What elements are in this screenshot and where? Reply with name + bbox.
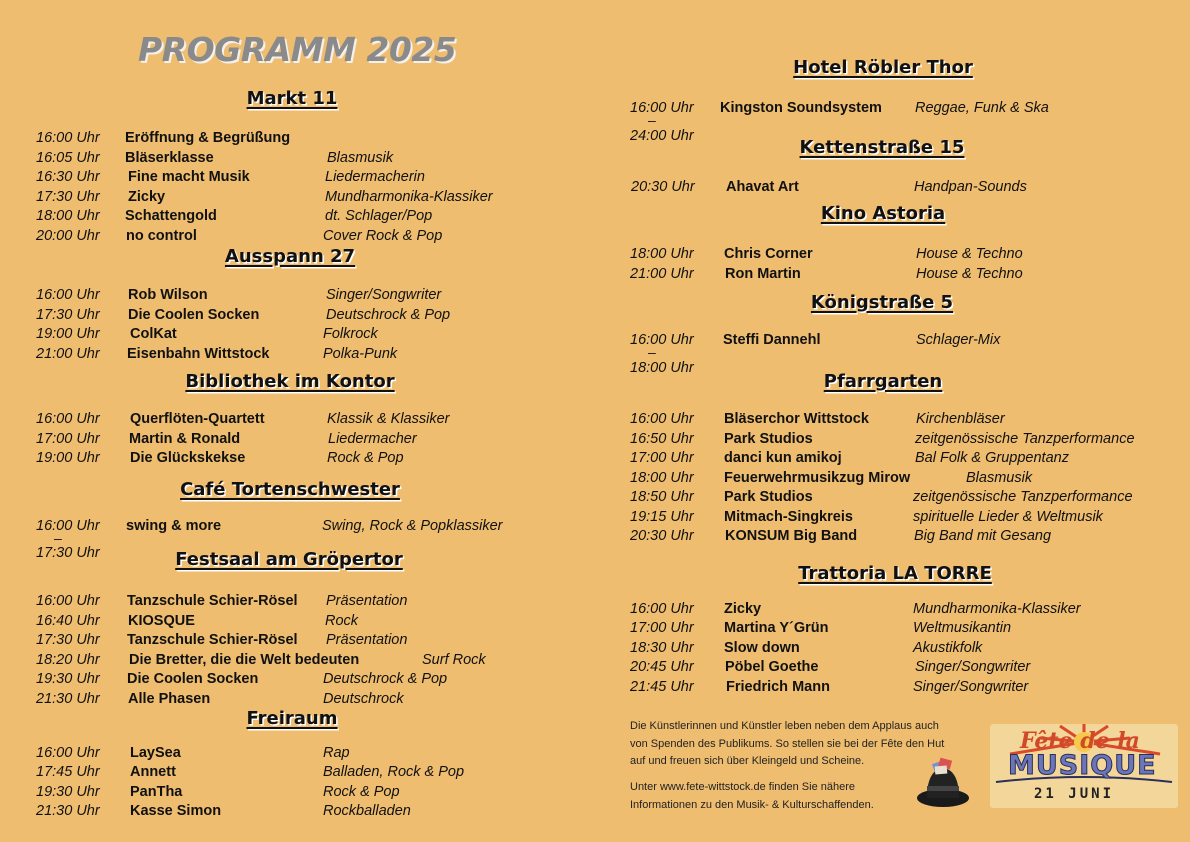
event-genre: Big Band mit Gesang [914,528,1052,544]
event-artist: Rob Wilson [128,287,208,303]
event-genre: Deutschrock & Pop [326,307,451,323]
event-artist: Tanzschule Schier-Rösel [127,632,298,648]
event-genre: Rock [325,613,359,629]
event-time: 16:00 Uhr [630,100,694,116]
schedule-row [600,489,1190,508]
event-time: 19:30 Uhr [36,784,100,800]
fete-de-la-musique-logo [990,724,1178,808]
event-end-time: 18:00 Uhr [630,360,694,376]
schedule-row [0,652,590,671]
event-artist: Park Studios [724,489,813,505]
venue-title: Café Tortenschwester [180,479,400,500]
event-time: 16:00 Uhr [36,287,100,303]
event-genre: Rock & Pop [323,784,400,800]
event-genre: Polka-Punk [323,346,398,362]
schedule-row [600,659,1190,678]
schedule-row [0,307,590,326]
event-genre: Rap [323,745,350,761]
event-genre: Folkrock [323,326,378,342]
event-genre: Rock & Pop [327,450,404,466]
event-time: 16:05 Uhr [36,150,100,166]
schedule-row [600,100,1190,119]
event-genre: Klassik & Klassiker [327,411,450,427]
event-time: 20:00 Uhr [36,228,100,244]
schedule-row [0,431,590,450]
event-artist: swing & more [126,518,222,534]
schedule-row [0,287,590,306]
event-artist: Feuerwehrmusikzug Mirow [724,470,911,486]
venue-title: Pfarrgarten [823,371,943,392]
schedule-row [0,613,590,632]
event-time: 17:30 Uhr [36,189,100,205]
schedule-row [0,764,590,783]
event-genre: Präsentation [326,593,408,609]
logo-text-top: Fête de la [1020,728,1140,754]
event-time: 18:20 Uhr [36,652,100,668]
event-time: 18:00 Uhr [630,470,694,486]
time-range-dash: – [648,112,656,128]
event-time: 18:50 Uhr [630,489,694,505]
schedule-row [0,745,590,764]
donation-note [630,718,944,771]
event-artist: Chris Corner [724,246,813,262]
schedule-row [600,246,1190,265]
schedule-row [0,150,590,169]
event-time: 19:15 Uhr [630,509,694,525]
event-genre: Akustikfolk [913,640,983,656]
event-genre: Liedermacher [328,431,417,447]
event-artist: danci kun amikoj [724,450,842,466]
event-time: 16:00 Uhr [36,130,100,146]
event-genre: spirituelle Lieder & Weltmusik [913,509,1103,525]
event-time: 16:00 Uhr [630,332,694,348]
event-genre: Deutschrock [323,691,404,707]
schedule-row [600,411,1190,430]
event-genre: Blasmusik [966,470,1033,486]
venue-title: Königstraße 5 [810,292,954,313]
event-time: 17:30 Uhr [36,632,100,648]
venue-title: Bibliothek im Kontor [185,371,395,392]
venue-title: Trattoria LA TORRE [798,563,992,584]
venue-title: Hotel Röbler Thor [793,57,973,78]
event-time: 18:00 Uhr [630,246,694,262]
event-time: 19:30 Uhr [36,671,100,687]
event-genre: Weltmusikantin [913,620,1012,636]
event-artist: Die Coolen Socken [127,671,259,687]
event-genre: Singer/Songwriter [915,659,1031,675]
event-genre: Singer/Songwriter [326,287,442,303]
venue-title: Markt 11 [246,88,338,109]
event-genre: Surf Rock [422,652,486,668]
event-artist: Fine macht Musik [128,169,250,185]
event-time: 16:00 Uhr [36,411,100,427]
event-time: 16:00 Uhr [36,593,100,609]
event-genre: Mundharmonika-Klassiker [325,189,493,205]
event-time: 21:00 Uhr [630,266,694,282]
footer-line: Informationen zu den Musik- & Kulturschaffenden. [630,798,874,811]
event-artist: Mitmach-Singkreis [724,509,853,525]
event-artist: Tanzschule Schier-Rösel [127,593,298,609]
event-artist: Bläserchor Wittstock [724,411,869,427]
event-time: 20:30 Uhr [631,179,695,195]
logo-text-main: MUSIQUE [1008,750,1157,781]
schedule-row [600,509,1190,528]
schedule-row [0,450,590,469]
schedule-row [0,593,590,612]
event-genre: Bal Folk & Gruppentanz [915,450,1069,466]
event-artist: Friedrich Mann [726,679,830,695]
event-time: 16:40 Uhr [36,613,100,629]
website-note [630,779,874,814]
event-time: 17:00 Uhr [630,620,694,636]
event-genre: Balladen, Rock & Pop [323,764,465,780]
schedule-row [600,470,1190,489]
page-title: PROGRAMM 2025 [138,30,457,69]
event-genre: dt. Schlager/Pop [325,208,433,224]
event-genre: Deutschrock & Pop [323,671,448,687]
event-genre: House & Techno [916,266,1023,282]
time-range-dash: – [648,344,656,360]
schedule-row [600,332,1190,351]
event-genre: Kirchenbläser [916,411,1005,427]
event-genre: Mundharmonika-Klassiker [913,601,1081,617]
schedule-row [0,803,590,822]
event-time: 17:45 Uhr [36,764,100,780]
schedule-row [0,671,590,690]
event-time: 16:50 Uhr [630,431,694,447]
event-time: 19:00 Uhr [36,450,100,466]
schedule-row [600,601,1190,620]
event-genre: Schlager-Mix [916,332,1001,348]
event-artist: Eisenbahn Wittstock [127,346,270,362]
event-artist: Die Glückskekse [130,450,246,466]
event-artist: Bläserklasse [125,150,214,166]
event-time: 17:30 Uhr [36,307,100,323]
event-genre: Cover Rock & Pop [323,228,443,244]
event-artist: Kasse Simon [130,803,222,819]
event-time: 17:00 Uhr [630,450,694,466]
schedule-row [0,189,590,208]
event-time: 21:30 Uhr [36,691,100,707]
event-genre: Präsentation [326,632,408,648]
event-artist: Die Bretter, die die Welt bedeuten [129,652,360,668]
event-genre: Reggae, Funk & Ska [915,100,1049,116]
schedule-row [0,208,590,227]
event-time: 16:00 Uhr [36,745,100,761]
event-genre: Swing, Rock & Popklassiker [322,518,503,534]
venue-title: Kettenstraße 15 [799,137,965,158]
logo-date: 21 JUNI [1034,786,1115,802]
schedule-row [0,632,590,651]
venue-title: Freiraum [246,708,338,729]
schedule-row [0,228,590,247]
event-artist: Zicky [128,189,166,205]
schedule-row [0,411,590,430]
schedule-row [600,679,1190,698]
event-genre: Blasmusik [327,150,394,166]
event-genre: zeitgenössische Tanzperformance [913,489,1133,505]
event-end-time: 24:00 Uhr [630,128,694,144]
event-artist: Slow down [724,640,800,656]
event-time: 21:30 Uhr [36,803,100,819]
event-artist: Ron Martin [725,266,801,282]
event-artist: Alle Phasen [128,691,211,707]
event-genre: Handpan-Sounds [914,179,1027,195]
event-artist: Eröffnung & Begrüßung [125,130,291,146]
event-time: 16:30 Uhr [36,169,100,185]
event-artist: KONSUM Big Band [725,528,858,544]
schedule-row [0,130,590,149]
event-genre: Rockballaden [323,803,411,819]
event-time: 20:30 Uhr [630,528,694,544]
event-artist: LaySea [130,745,181,761]
schedule-row [600,431,1190,450]
schedule-row [0,169,590,188]
schedule-row [600,266,1190,285]
event-artist: Martina Y´Grün [724,620,829,636]
schedule-row [0,326,590,345]
schedule-row [0,691,590,710]
event-genre: Singer/Songwriter [913,679,1029,695]
event-artist: Querflöten-Quartett [130,411,265,427]
footer-line: auf und freuen sich über Kleingeld und Scheine. [630,755,865,767]
schedule-row [600,640,1190,659]
event-time: 21:00 Uhr [36,346,100,362]
event-time: 16:00 Uhr [630,411,694,427]
schedule-row [0,784,590,803]
event-time: 18:00 Uhr [36,208,100,224]
event-end-time: 17:30 Uhr [36,545,100,561]
event-genre: Liedermacherin [325,169,425,185]
footer-line: Die Künstlerinnen und Künstler leben neben dem Applaus auch [630,720,939,732]
event-artist: ColKat [130,326,177,342]
schedule-row [600,179,1190,198]
event-artist: KIOSQUE [128,613,195,629]
event-time: 17:00 Uhr [36,431,100,447]
event-time: 16:00 Uhr [36,518,100,534]
event-genre: House & Techno [916,246,1023,262]
event-time: 20:45 Uhr [630,659,694,675]
event-artist: Martin & Ronald [129,431,241,447]
event-time: 18:30 Uhr [630,640,694,656]
venue-title: Kino Astoria [820,203,946,224]
footer-line: Unter www.fete-wittstock.de finden Sie nähere [630,781,856,793]
venue-title: Festsaal am Gröpertor [175,549,403,570]
event-artist: Steffi Dannehl [723,332,821,348]
schedule-row [600,528,1190,547]
event-genre: zeitgenössische Tanzperformance [915,431,1135,447]
event-artist: Kingston Soundsystem [720,100,882,116]
footer-line: von Spenden des Publikums. So stellen sie bei der Fête den Hut [630,737,945,750]
time-range-dash: – [54,530,62,546]
venue-title: Ausspann 27 [224,246,356,267]
event-artist: Ahavat Art [726,179,799,195]
schedule-row [0,518,590,537]
event-artist: Zicky [724,601,762,617]
hat-icon [915,756,971,810]
event-artist: no control [126,228,197,244]
schedule-row [0,346,590,365]
event-artist: Park Studios [724,431,813,447]
event-artist: Annett [130,764,176,780]
event-artist: Schattengold [125,208,217,224]
schedule-row [600,450,1190,469]
event-artist: Pöbel Goethe [725,659,819,675]
event-time: 21:45 Uhr [630,679,694,695]
event-artist: PanTha [130,784,183,800]
schedule-row [600,620,1190,639]
event-time: 19:00 Uhr [36,326,100,342]
event-time: 16:00 Uhr [630,601,694,617]
event-artist: Die Coolen Socken [128,307,260,323]
